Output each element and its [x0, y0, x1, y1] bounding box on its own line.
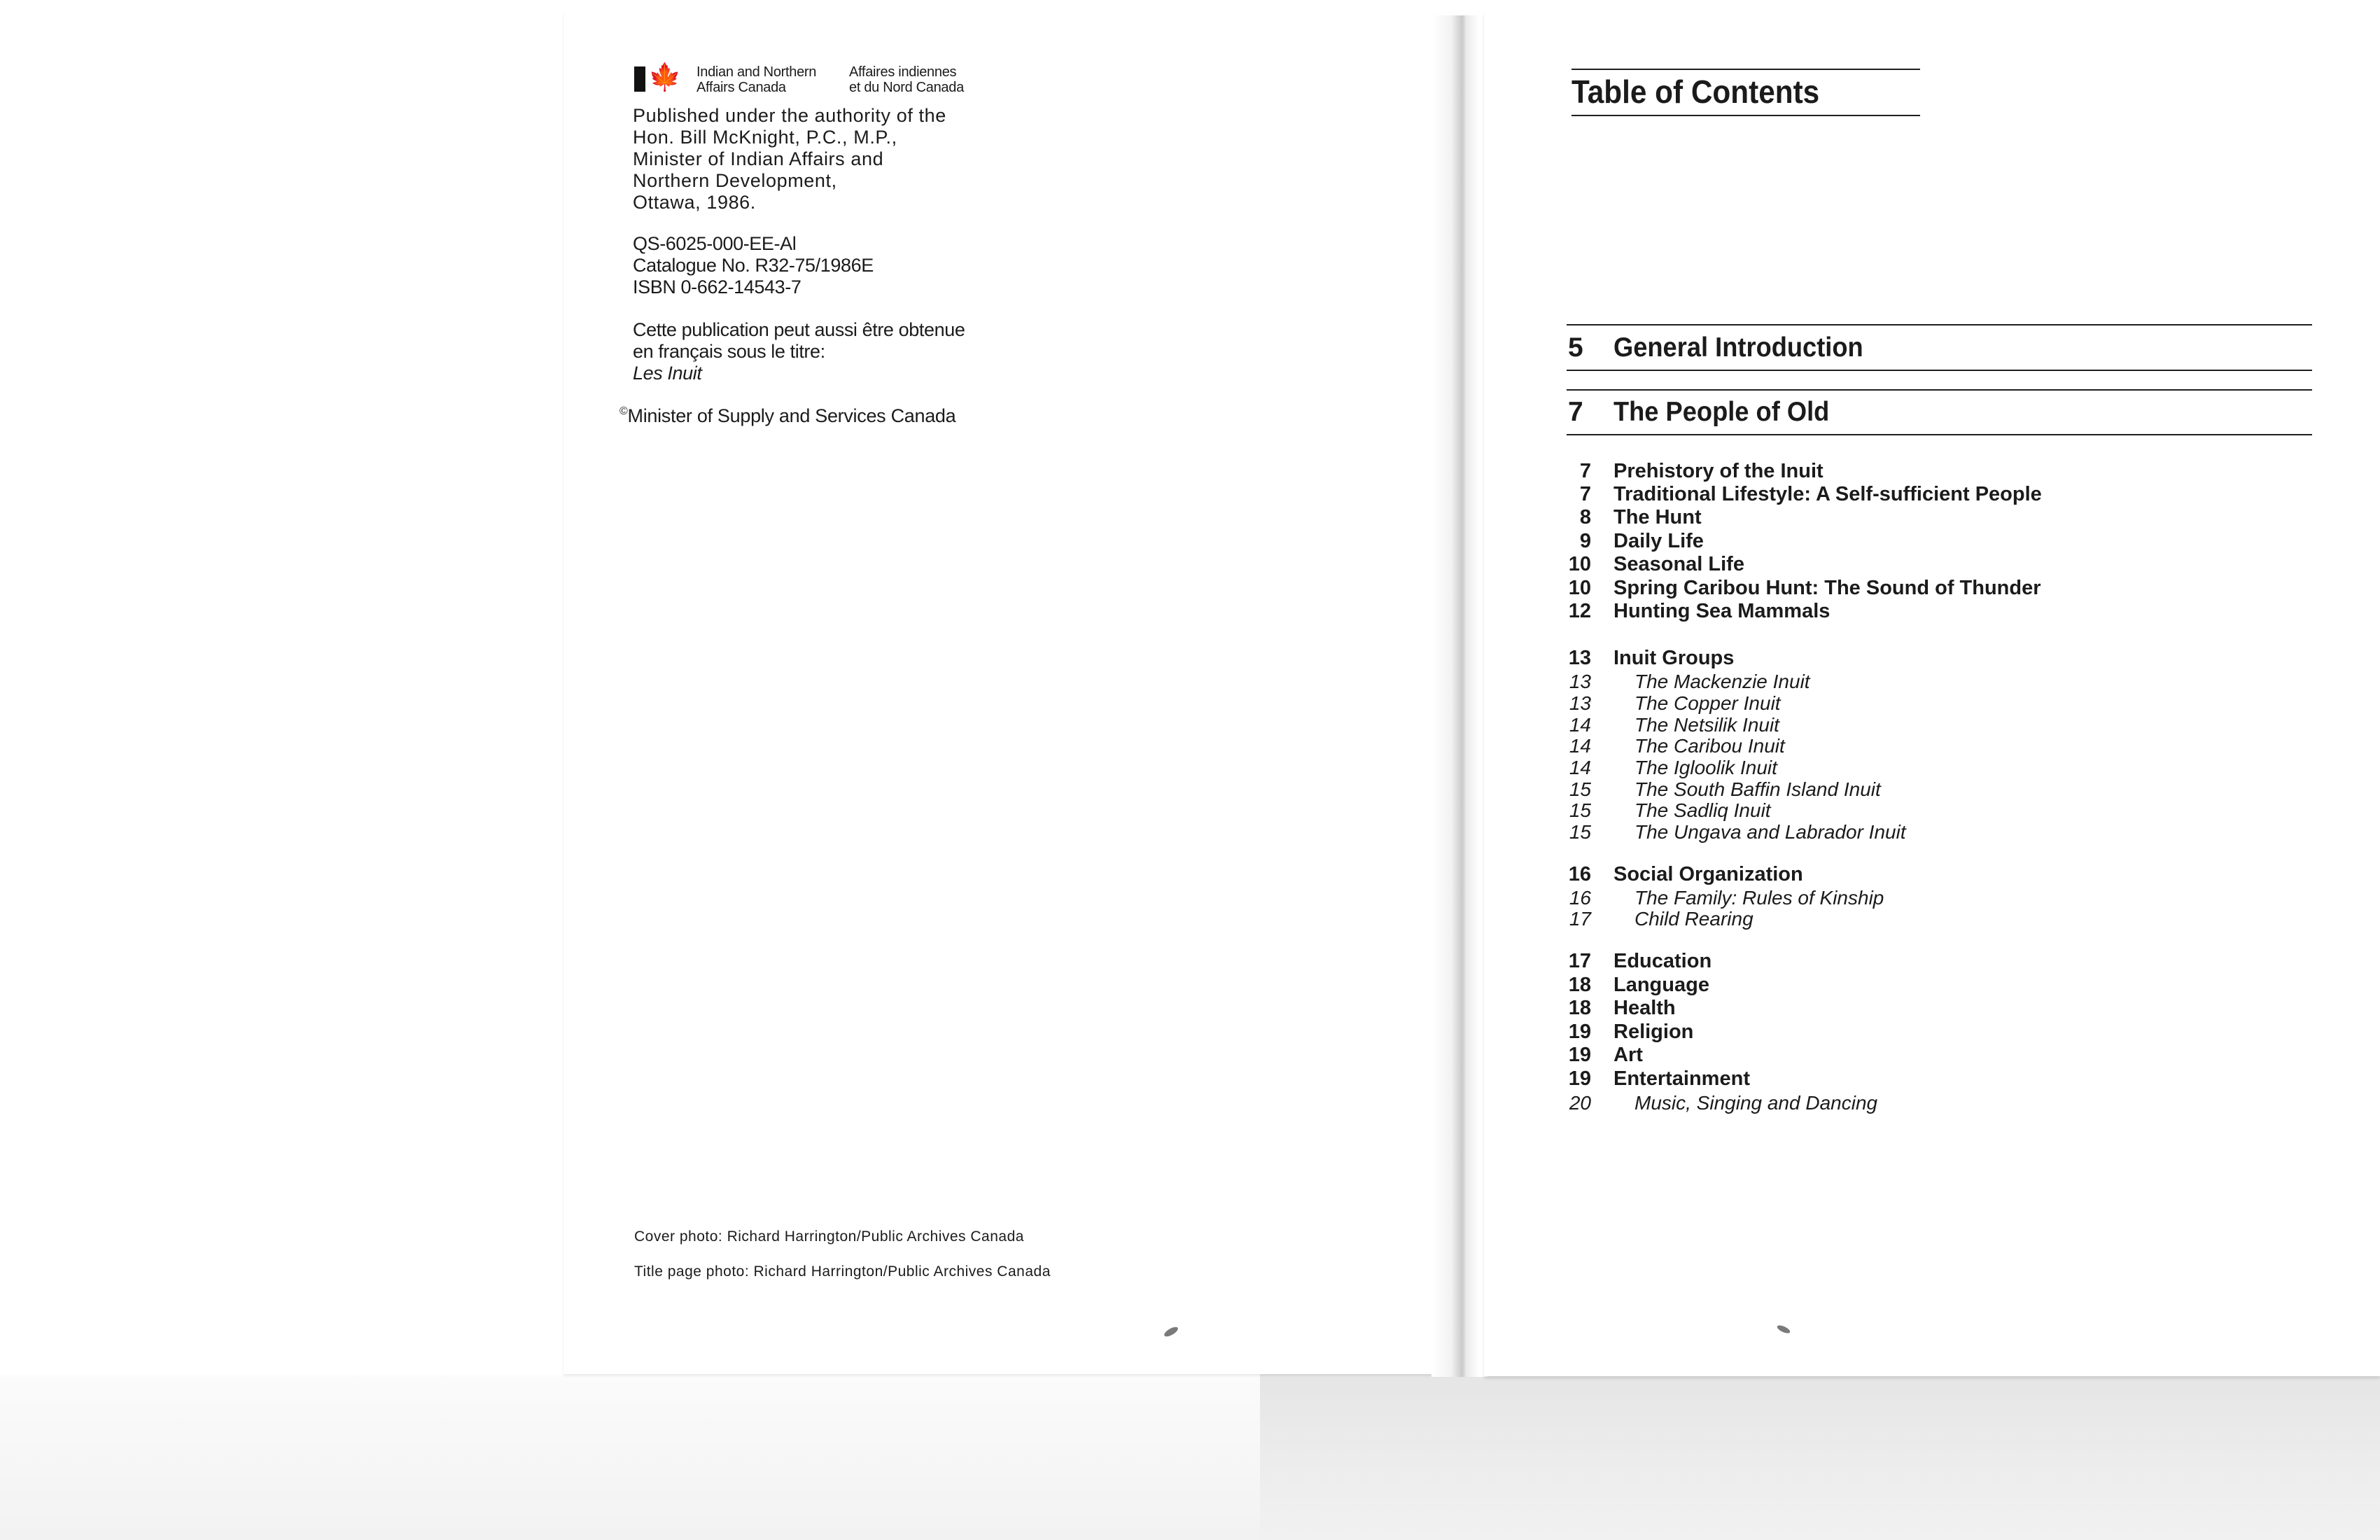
section-rule: [1567, 324, 2312, 326]
toc-page-number: 19: [1568, 1068, 1591, 1090]
toc-entry: [1540, 600, 2310, 623]
authority-line: Hon. Bill McKnight, P.C., M.P.,: [633, 127, 897, 148]
toc-major-section: [1568, 397, 2310, 430]
authority-line: Ottawa, 1986.: [633, 192, 756, 213]
section-rule: [1567, 434, 2312, 435]
toc-page-number: 20: [1569, 1092, 1591, 1114]
toc-entry: [1540, 460, 2310, 483]
department-name-english: [696, 64, 816, 95]
toc-entry-title: Entertainment: [1614, 1068, 1750, 1090]
toc-page-number: 14: [1569, 757, 1591, 778]
department-fr-line: et du Nord Canada: [849, 80, 964, 95]
toc-entry-title: Education: [1614, 950, 1712, 972]
toc-entry: [1540, 483, 2310, 506]
toc-entry: [1540, 1021, 2310, 1044]
toc-entry: [1540, 1068, 2310, 1091]
toc-page-number: 13: [1569, 692, 1591, 714]
flag-bar-icon: [634, 66, 645, 92]
toc-section-title: General Introduction: [1614, 332, 1863, 363]
toc-page-number: 19: [1568, 1044, 1591, 1066]
catalogue-info: [633, 233, 874, 298]
page-shadow: [1260, 1372, 2380, 1540]
title-rule-bottom: [1572, 115, 1920, 116]
copyright-line: [620, 405, 955, 427]
toc-subentry: [1540, 714, 2310, 737]
toc-subentry-title: The Igloolik Inuit: [1634, 757, 1777, 778]
toc-subentry-title: The Netsilik Inuit: [1634, 714, 1779, 736]
toc-section-title: The People of Old: [1614, 397, 1830, 427]
toc-page-number: 15: [1569, 821, 1591, 843]
maple-leaf-icon: 🍁: [648, 63, 682, 92]
toc-page-number: 16: [1568, 863, 1591, 886]
title-photo-credit: Title page photo: Richard Harrington/Public Archives Canada: [634, 1264, 1051, 1280]
toc-entry-title: Art: [1614, 1044, 1643, 1066]
canada-flag-logo: [634, 63, 682, 92]
french-title: Les Inuit: [633, 363, 702, 384]
toc-entry-title: Spring Caribou Hunt: The Sound of Thunder: [1614, 577, 2041, 599]
toc-subentry-title: Music, Singing and Dancing: [1634, 1092, 1878, 1114]
toc-subentry: [1540, 778, 2310, 802]
toc-page-number: 10: [1568, 553, 1591, 575]
toc-subentry-title: The Caribou Inuit: [1634, 735, 1785, 757]
toc-subentry-title: The Ungava and Labrador Inuit: [1634, 821, 1906, 843]
toc-subentry: [1540, 692, 2310, 715]
toc-entry: [1540, 577, 2310, 600]
toc-entry-title: The Hunt: [1614, 506, 1702, 528]
toc-page-number: 17: [1568, 950, 1591, 972]
toc-entry-title: Health: [1614, 997, 1676, 1019]
left-page: [564, 13, 1466, 1374]
toc-page-number: 15: [1569, 799, 1591, 821]
book-gutter: [1432, 15, 1488, 1377]
toc-subentry: [1540, 821, 2310, 844]
toc-subentry: [1540, 1092, 2310, 1115]
french-note-line: en français sous le titre:: [633, 341, 825, 362]
toc-page-number: 5: [1568, 332, 1583, 363]
toc-entry: [1540, 1044, 2310, 1067]
toc-entry-title: Prehistory of the Inuit: [1614, 460, 1823, 482]
department-en-line: Indian and Northern: [696, 64, 817, 80]
toc-subentry-title: The Mackenzie Inuit: [1634, 671, 1810, 692]
toc-subentry: [1540, 908, 2310, 931]
copyright-symbol: ©: [620, 405, 628, 417]
toc-page-number: 14: [1569, 714, 1591, 736]
toc-entry-title: Hunting Sea Mammals: [1614, 600, 1830, 622]
toc-subentry-title: Child Rearing: [1634, 908, 1754, 930]
authority-statement: [633, 105, 946, 214]
authority-line: Minister of Indian Affairs and: [633, 148, 884, 169]
toc-entry: [1540, 553, 2310, 576]
toc-entry: [1540, 974, 2310, 997]
toc-page-number: 7: [1579, 460, 1591, 482]
toc-entry: [1540, 997, 2310, 1020]
toc-entry-title: Religion: [1614, 1021, 1694, 1043]
catalogue-line: ISBN 0-662-14543-7: [633, 276, 802, 298]
toc-subentry: [1540, 735, 2310, 758]
toc-subentry-title: The Copper Inuit: [1634, 692, 1781, 714]
toc-page-number: 17: [1569, 908, 1591, 930]
toc-entry: [1540, 530, 2310, 553]
section-rule: [1567, 389, 2312, 391]
toc-entry: [1540, 863, 2310, 886]
catalogue-line: QS-6025-000-EE-Al: [633, 233, 797, 254]
toc-subentry: [1540, 671, 2310, 694]
toc-page-number: 8: [1579, 506, 1591, 528]
toc-entry: [1540, 506, 2310, 529]
toc-page-number: 19: [1568, 1021, 1591, 1043]
french-note-line: Cette publication peut aussi être obtenue: [633, 319, 965, 340]
catalogue-line: Catalogue No. R32-75/1986E: [633, 255, 874, 276]
toc-page-number: 18: [1568, 974, 1591, 996]
toc-entry-title: Language: [1614, 974, 1709, 996]
toc-page-number: 13: [1568, 647, 1591, 669]
french-edition-note: [633, 319, 965, 384]
toc-entry-title: Seasonal Life: [1614, 553, 1744, 575]
toc-entry-title: Inuit Groups: [1614, 647, 1735, 669]
authority-line: Northern Development,: [633, 170, 837, 191]
toc-page-number: 18: [1568, 997, 1591, 1019]
toc-page-number: 14: [1569, 735, 1591, 757]
toc-subentry-title: The Sadliq Inuit: [1634, 799, 1771, 821]
toc-page-number: 7: [1579, 483, 1591, 505]
title-rule-top: [1572, 69, 1920, 70]
toc-subentry: [1540, 799, 2310, 822]
section-rule: [1567, 370, 2312, 371]
toc-subentry-title: The South Baffin Island Inuit: [1634, 778, 1881, 800]
department-fr-line: Affaires indiennes: [849, 64, 957, 80]
toc-entry: [1540, 950, 2310, 973]
toc-page-number: 10: [1568, 577, 1591, 599]
page-title: Table of Contents: [1572, 74, 1820, 110]
toc-page-number: 13: [1569, 671, 1591, 692]
toc-entry-title: Daily Life: [1614, 530, 1704, 552]
toc-page-number: 15: [1569, 778, 1591, 800]
toc-entry-title: Social Organization: [1614, 863, 1803, 886]
toc-page-number: 12: [1568, 600, 1591, 622]
authority-line: Published under the authority of the: [633, 105, 946, 126]
copyright-text: Minister of Supply and Services Canada: [627, 405, 956, 426]
toc-subentry: [1540, 887, 2310, 910]
toc-subentry-title: The Family: Rules of Kinship: [1634, 887, 1884, 909]
toc-entry: [1540, 647, 2310, 670]
toc-entry-title: Traditional Lifestyle: A Self-sufficient People: [1614, 483, 2042, 505]
toc-page-number: 16: [1569, 887, 1591, 909]
toc-page-number: 9: [1579, 530, 1591, 552]
department-name-french: [849, 64, 964, 95]
cover-photo-credit: Cover photo: Richard Harrington/Public Archives Canada: [634, 1228, 1024, 1245]
toc-page-number: 7: [1568, 397, 1583, 427]
department-en-line: Affairs Canada: [696, 80, 786, 95]
toc-major-section: [1568, 332, 2310, 366]
toc-subentry: [1540, 757, 2310, 780]
